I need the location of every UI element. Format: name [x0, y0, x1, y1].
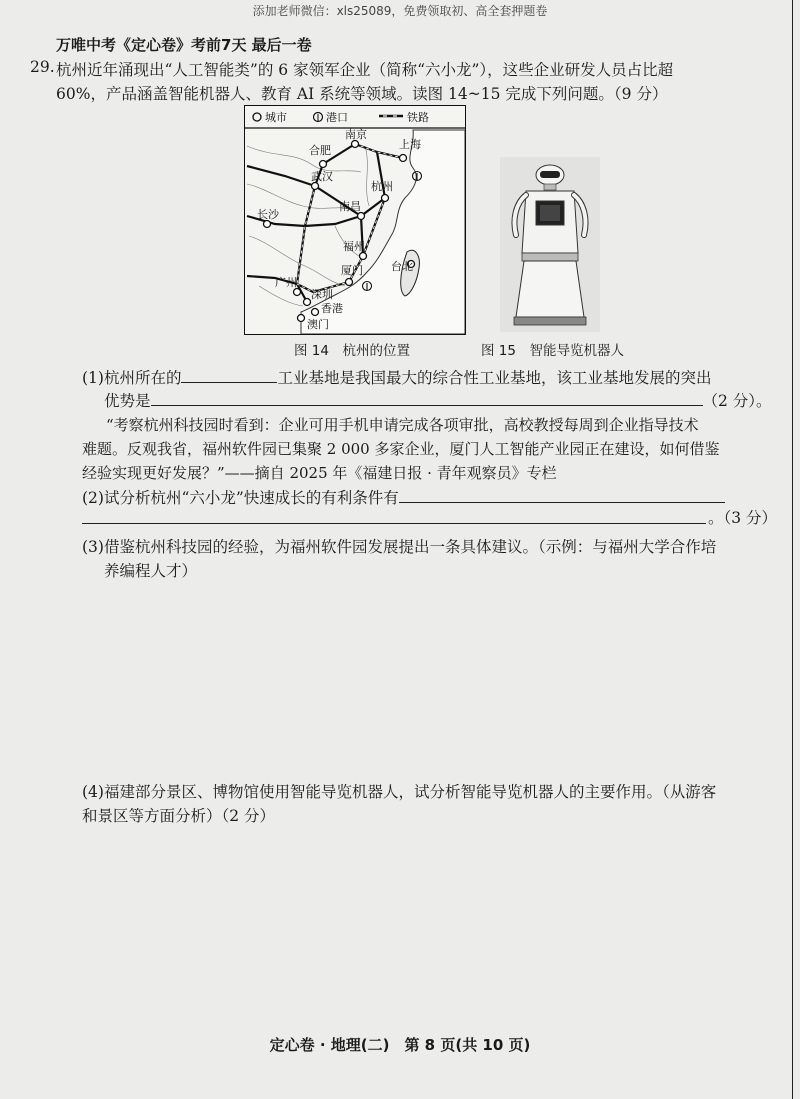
q3-line2: 养编程人才） — [104, 562, 198, 580]
city-label-shenzhen: 深圳 — [311, 288, 333, 301]
q1-line2 — [104, 389, 772, 411]
q2-score: 。（3 分） — [708, 509, 778, 527]
q4-answer-area[interactable] — [82, 830, 772, 1020]
city-label-hangzhou: 杭州 — [371, 180, 393, 193]
question-intro-line2: 60%，产品涵盖智能机器人、教育 AI 系统等领域。读图 14~15 完成下列问题。（9 分） — [56, 85, 668, 103]
city-label-nanchang: 南昌 — [339, 200, 361, 213]
quote-line1: “考察杭州科技园时看到：企业可用手机申请完成各项审批，高校教授每周到企业指导技术 — [106, 416, 699, 434]
guide-robot-icon — [500, 157, 600, 332]
city-label-hefei: 合肥 — [309, 144, 331, 157]
q1-answer-blank-1[interactable] — [181, 368, 277, 383]
map-figure — [244, 105, 466, 335]
legend-port-label: 港口 — [326, 111, 348, 124]
q3-line1: (3)借鉴杭州科技园的经验，为福州软件园发展提出一条具体建议。（示例：与福州大学合作培 — [82, 538, 717, 556]
map-legend — [245, 110, 465, 128]
city-label-wuhan: 武汉 — [311, 170, 333, 183]
city-label-xiamen: 厦门 — [341, 264, 363, 277]
map-caption: 图 14 杭州的位置 — [294, 343, 410, 359]
legend-city-label: 城市 — [265, 111, 287, 124]
page-edge-line — [792, 0, 793, 1099]
city-label-taipei: 台北 — [391, 260, 413, 273]
robot-image — [500, 157, 600, 332]
city-label-macao: 澳门 — [307, 318, 329, 331]
page-footer: 定心卷 · 地理(二) 第 8 页(共 10 页) — [269, 1036, 531, 1054]
quote-line3: 经验实现更好发展？”——摘自 2025 年《福建日报 · 青年观察员》专栏 — [82, 464, 557, 482]
city-label-hongkong: 香港 — [321, 302, 343, 315]
robot-caption: 图 15 智能导览机器人 — [481, 343, 624, 359]
q1-line1-prefix: (1)杭州所在的 — [82, 369, 182, 387]
question-intro-line1: 杭州近年涌现出“人工智能类”的 6 家领军企业（简称“六小龙”），这些企业研发人员占比超 — [56, 61, 674, 79]
q1-line1 — [82, 366, 711, 388]
question-number: 29. — [30, 58, 55, 76]
watermark-text: 添加老师微信：xls25089，免费领取初、高全套押题卷 — [252, 4, 548, 18]
q2-answer-blank-1[interactable] — [399, 488, 725, 503]
q1-score: （2 分）。 — [702, 392, 772, 410]
city-label-nanjing: 南京 — [345, 128, 367, 141]
q2-answer-blank-2[interactable] — [82, 523, 706, 524]
city-label-guangzhou: 广州 — [275, 276, 297, 289]
legend-railway-label: 铁路 — [407, 111, 429, 124]
quote-line2: 难题。反观我省，福州软件园已集聚 2 000 多家企业，厦门人工智能产业园正在建设，如何借鉴 — [82, 440, 720, 458]
q1-line1-suffix: 工业基地是我国最大的综合性工业基地，该工业基地发展的突出 — [277, 369, 712, 387]
q3-answer-area[interactable] — [82, 585, 772, 765]
q4-line1: (4)福建部分景区、博物馆使用智能导览机器人，试分析智能导览机器人的主要作用。（从游客 — [82, 783, 717, 801]
city-label-fuzhou: 福州 — [343, 240, 365, 253]
city-label-changsha: 长沙 — [257, 208, 279, 221]
q1-answer-blank-2[interactable] — [151, 391, 703, 406]
q4-line2: 和景区等方面分析）（2 分） — [82, 807, 276, 825]
q1-line2-prefix: 优势是 — [104, 392, 151, 410]
map-svg — [245, 106, 465, 334]
series-title: 万唯中考《定心卷》考前7天 最后一卷 — [56, 36, 312, 54]
q2-line1 — [82, 486, 725, 508]
city-label-shanghai: 上海 — [399, 138, 421, 151]
q2-line1-text: (2)试分析杭州“六小龙”快速成长的有利条件有 — [82, 489, 399, 507]
